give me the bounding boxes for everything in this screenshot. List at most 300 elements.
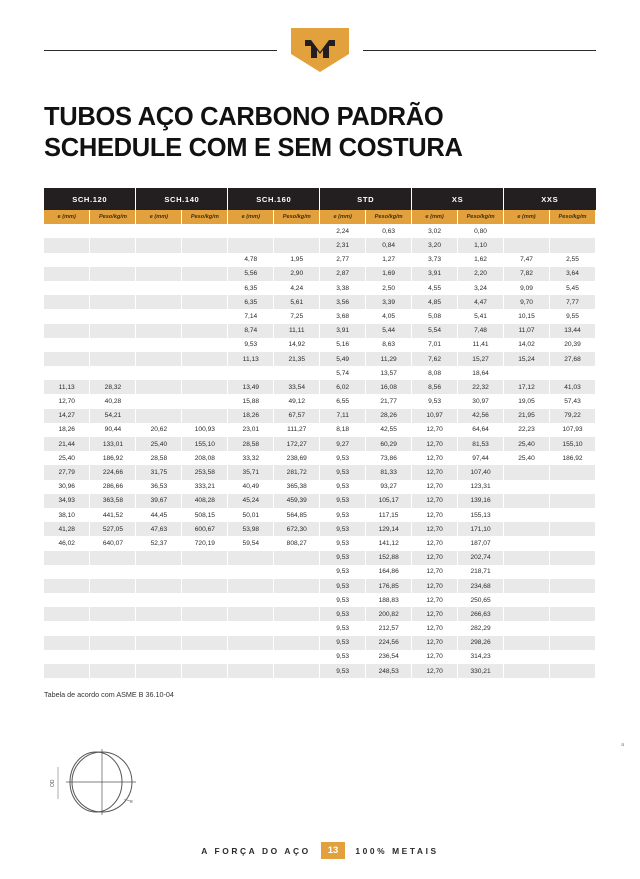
table-cell: 224,66 bbox=[90, 465, 136, 479]
table-cell bbox=[228, 664, 274, 678]
table-cell: 234,68 bbox=[458, 579, 504, 593]
table-cell bbox=[44, 281, 90, 295]
table-row bbox=[44, 295, 596, 309]
table-cell: 7,82 bbox=[504, 267, 550, 281]
table-cell: 9,53 bbox=[320, 480, 366, 494]
table-cell: 5,61 bbox=[274, 295, 320, 309]
table-cell bbox=[549, 650, 595, 664]
table-cell: 5,08 bbox=[412, 309, 458, 323]
table-cell bbox=[274, 238, 320, 252]
page-footer bbox=[0, 842, 640, 859]
table-cell: 9,53 bbox=[320, 451, 366, 465]
table-cell: 5,54 bbox=[412, 324, 458, 338]
table-cell: 19,05 bbox=[504, 394, 550, 408]
table-cell: 31,75 bbox=[136, 465, 182, 479]
table-cell: 12,70 bbox=[44, 394, 90, 408]
table-cell: 286,66 bbox=[90, 480, 136, 494]
table-cell bbox=[44, 324, 90, 338]
table-cell bbox=[136, 593, 182, 607]
table-cell bbox=[136, 267, 182, 281]
table-cell bbox=[228, 551, 274, 565]
table-cell: 4,55 bbox=[412, 281, 458, 295]
table-cell bbox=[182, 621, 228, 635]
table-cell: 3,24 bbox=[458, 281, 504, 295]
page-number-badge: 13 bbox=[321, 842, 346, 859]
table-cell: 12,70 bbox=[412, 607, 458, 621]
table-cell bbox=[549, 522, 595, 536]
table-cell: 9,53 bbox=[320, 607, 366, 621]
table-row bbox=[44, 380, 596, 394]
table-cell bbox=[182, 253, 228, 267]
table-cell: 5,44 bbox=[366, 324, 412, 338]
table-cell: 8,63 bbox=[366, 338, 412, 352]
table-cell: 10,15 bbox=[504, 309, 550, 323]
table-cell: 8,08 bbox=[412, 366, 458, 380]
table-cell: 22,23 bbox=[504, 423, 550, 437]
table-subheader-weight: Peso/kg/m bbox=[458, 210, 504, 224]
table-cell: 3,38 bbox=[320, 281, 366, 295]
table-cell: 187,07 bbox=[458, 536, 504, 550]
table-cell bbox=[136, 309, 182, 323]
table-row bbox=[44, 607, 596, 621]
table-row bbox=[44, 409, 596, 423]
table-cell bbox=[504, 522, 550, 536]
table-cell: 12,70 bbox=[412, 536, 458, 550]
table-cell bbox=[44, 551, 90, 565]
table-row bbox=[44, 536, 596, 550]
table-cell: 208,08 bbox=[182, 451, 228, 465]
table-cell: 176,85 bbox=[366, 579, 412, 593]
table-cell: 9,53 bbox=[320, 536, 366, 550]
table-cell: 12,70 bbox=[412, 522, 458, 536]
table-cell: 100,93 bbox=[182, 423, 228, 437]
table-cell: 13,49 bbox=[228, 380, 274, 394]
table-cell: 50,01 bbox=[228, 508, 274, 522]
table-cell bbox=[44, 621, 90, 635]
table-cell: 18,26 bbox=[44, 423, 90, 437]
table-cell bbox=[228, 593, 274, 607]
table-cell: 12,70 bbox=[412, 664, 458, 678]
table-cell bbox=[504, 593, 550, 607]
table-cell: 41,28 bbox=[44, 522, 90, 536]
table-row bbox=[44, 224, 596, 238]
table-cell: 6,02 bbox=[320, 380, 366, 394]
table-subheader-thickness: e (mm) bbox=[136, 210, 182, 224]
table-cell bbox=[44, 593, 90, 607]
table-cell: 73,86 bbox=[366, 451, 412, 465]
table-cell bbox=[274, 664, 320, 678]
table-cell: 248,53 bbox=[366, 664, 412, 678]
table-cell bbox=[90, 295, 136, 309]
table-cell bbox=[549, 480, 595, 494]
footer-left-text: A FORÇA DO AÇO bbox=[201, 845, 311, 856]
table-group-header-xs: XS bbox=[412, 188, 504, 210]
table-cell: 12,70 bbox=[412, 650, 458, 664]
table-row bbox=[44, 579, 596, 593]
table-cell bbox=[136, 607, 182, 621]
table-cell: 12,70 bbox=[412, 480, 458, 494]
table-cell bbox=[274, 650, 320, 664]
table-cell: 11,11 bbox=[274, 324, 320, 338]
table-cell: 27,79 bbox=[44, 465, 90, 479]
table-cell bbox=[44, 238, 90, 252]
table-cell: 42,55 bbox=[366, 423, 412, 437]
table-cell bbox=[504, 480, 550, 494]
table-cell bbox=[182, 593, 228, 607]
table-row bbox=[44, 650, 596, 664]
table-cell: 9,53 bbox=[320, 650, 366, 664]
table-cell: 27,68 bbox=[549, 352, 595, 366]
table-cell: 600,67 bbox=[182, 522, 228, 536]
table-cell: 1,27 bbox=[366, 253, 412, 267]
table-cell bbox=[90, 621, 136, 635]
table-cell bbox=[90, 352, 136, 366]
table-cell: 298,26 bbox=[458, 636, 504, 650]
table-cell bbox=[182, 352, 228, 366]
table-cell bbox=[136, 238, 182, 252]
table-cell bbox=[44, 224, 90, 238]
svg-text:e: e bbox=[130, 799, 133, 806]
table-cell: 64,64 bbox=[458, 423, 504, 437]
table-cell: 3,56 bbox=[320, 295, 366, 309]
table-cell bbox=[274, 224, 320, 238]
table-cell bbox=[136, 650, 182, 664]
table-cell bbox=[274, 579, 320, 593]
table-cell: 14,92 bbox=[274, 338, 320, 352]
table-cell: 155,10 bbox=[182, 437, 228, 451]
table-cell: 47,63 bbox=[136, 522, 182, 536]
table-cell bbox=[228, 366, 274, 380]
table-cell bbox=[228, 636, 274, 650]
table-cell: 720,19 bbox=[182, 536, 228, 550]
table-cell: 7,01 bbox=[412, 338, 458, 352]
table-cell: 111,27 bbox=[274, 423, 320, 437]
table-cell: 2,31 bbox=[320, 238, 366, 252]
table-cell: 20,62 bbox=[136, 423, 182, 437]
table-cell: 46,02 bbox=[44, 536, 90, 550]
table-cell bbox=[182, 636, 228, 650]
table-row bbox=[44, 394, 596, 408]
table-cell bbox=[549, 607, 595, 621]
table-cell: 527,05 bbox=[90, 522, 136, 536]
table-cell: 36,53 bbox=[136, 480, 182, 494]
table-cell: 105,17 bbox=[366, 494, 412, 508]
table-cell: 238,69 bbox=[274, 451, 320, 465]
table-cell: 11,41 bbox=[458, 338, 504, 352]
page-header bbox=[44, 0, 596, 72]
table-group-header-std: STD bbox=[320, 188, 412, 210]
page-title bbox=[44, 102, 596, 164]
table-cell bbox=[549, 224, 595, 238]
table-cell: 2,50 bbox=[366, 281, 412, 295]
table-cell: 4,85 bbox=[412, 295, 458, 309]
table-cell bbox=[274, 366, 320, 380]
table-cell bbox=[504, 224, 550, 238]
table-cell bbox=[504, 494, 550, 508]
table-cell bbox=[274, 607, 320, 621]
table-cell: 9,53 bbox=[320, 508, 366, 522]
table-cell: 7,48 bbox=[458, 324, 504, 338]
table-cell bbox=[90, 636, 136, 650]
table-cell: 30,96 bbox=[44, 480, 90, 494]
table-cell: 8,56 bbox=[412, 380, 458, 394]
table-cell: 12,70 bbox=[412, 508, 458, 522]
table-cell bbox=[549, 536, 595, 550]
table-cell bbox=[90, 281, 136, 295]
table-cell: 81,53 bbox=[458, 437, 504, 451]
table-cell bbox=[44, 352, 90, 366]
table-cell: 441,52 bbox=[90, 508, 136, 522]
table-subheader-weight: Peso/kg/m bbox=[366, 210, 412, 224]
table-cell bbox=[504, 621, 550, 635]
table-cell: 9,53 bbox=[320, 551, 366, 565]
table-cell: 9,53 bbox=[320, 593, 366, 607]
table-cell: 1,69 bbox=[366, 267, 412, 281]
table-cell: 3,20 bbox=[412, 238, 458, 252]
table-group-header-row bbox=[44, 188, 596, 210]
table-subheader-weight: Peso/kg/m bbox=[182, 210, 228, 224]
table-cell bbox=[136, 281, 182, 295]
table-cell: 49,12 bbox=[274, 394, 320, 408]
table-cell bbox=[44, 636, 90, 650]
table-cell: 5,49 bbox=[320, 352, 366, 366]
table-cell: 9,53 bbox=[320, 621, 366, 635]
table-row bbox=[44, 267, 596, 281]
table-cell bbox=[182, 224, 228, 238]
table-cell: 35,71 bbox=[228, 465, 274, 479]
table-subheader-thickness: e (mm) bbox=[44, 210, 90, 224]
table-cell bbox=[136, 621, 182, 635]
table-cell bbox=[549, 636, 595, 650]
table-cell: 40,49 bbox=[228, 480, 274, 494]
table-cell bbox=[90, 338, 136, 352]
table-cell: 282,29 bbox=[458, 621, 504, 635]
table-cell bbox=[44, 664, 90, 678]
table-subheader-thickness: e (mm) bbox=[320, 210, 366, 224]
header-rule-left bbox=[44, 50, 277, 51]
table-cell bbox=[182, 607, 228, 621]
table-cell: 4,05 bbox=[366, 309, 412, 323]
table-cell bbox=[44, 565, 90, 579]
table-cell: 12,70 bbox=[412, 551, 458, 565]
table-cell: 12,70 bbox=[412, 593, 458, 607]
table-cell: 11,13 bbox=[44, 380, 90, 394]
table-cell: 808,27 bbox=[274, 536, 320, 550]
table-cell bbox=[90, 253, 136, 267]
table-cell: 90,44 bbox=[90, 423, 136, 437]
table-cell bbox=[549, 593, 595, 607]
table-cell: 2,20 bbox=[458, 267, 504, 281]
table-row bbox=[44, 324, 596, 338]
table-row bbox=[44, 494, 596, 508]
table-row bbox=[44, 238, 596, 252]
table-cell: 4,24 bbox=[274, 281, 320, 295]
table-cell: 6,55 bbox=[320, 394, 366, 408]
table-row bbox=[44, 508, 596, 522]
table-cell: 9,53 bbox=[320, 579, 366, 593]
table-cell: 12,70 bbox=[412, 636, 458, 650]
table-cell bbox=[44, 607, 90, 621]
table-cell: 9,55 bbox=[549, 309, 595, 323]
table-cell: 9,70 bbox=[504, 295, 550, 309]
table-cell: 33,54 bbox=[274, 380, 320, 394]
table-cell: 97,44 bbox=[458, 451, 504, 465]
table-cell bbox=[182, 565, 228, 579]
table-cell bbox=[44, 295, 90, 309]
table-cell: 10,97 bbox=[412, 409, 458, 423]
table-cell bbox=[90, 650, 136, 664]
table-cell bbox=[504, 238, 550, 252]
svg-text:OD: OD bbox=[50, 779, 56, 788]
table-cell bbox=[504, 565, 550, 579]
table-cell: 0,84 bbox=[366, 238, 412, 252]
table-cell bbox=[44, 267, 90, 281]
table-cell: 107,40 bbox=[458, 465, 504, 479]
table-cell: 7,14 bbox=[228, 309, 274, 323]
table-cell bbox=[549, 494, 595, 508]
table-cell bbox=[90, 366, 136, 380]
table-cell bbox=[182, 238, 228, 252]
table-cell: 3,68 bbox=[320, 309, 366, 323]
table-row bbox=[44, 480, 596, 494]
table-cell: 14,27 bbox=[44, 409, 90, 423]
table-cell: 8,18 bbox=[320, 423, 366, 437]
table-cell: 25,40 bbox=[44, 451, 90, 465]
table-cell: 5,45 bbox=[549, 281, 595, 295]
table-cell bbox=[549, 621, 595, 635]
table-cell: 164,86 bbox=[366, 565, 412, 579]
table-cell: 459,39 bbox=[274, 494, 320, 508]
table-row bbox=[44, 437, 596, 451]
table-cell bbox=[549, 565, 595, 579]
table-cell bbox=[182, 295, 228, 309]
table-row bbox=[44, 522, 596, 536]
table-cell bbox=[136, 352, 182, 366]
table-cell: 1,62 bbox=[458, 253, 504, 267]
table-cell: 15,24 bbox=[504, 352, 550, 366]
table-cell bbox=[549, 664, 595, 678]
table-cell: 11,29 bbox=[366, 352, 412, 366]
table-cell: 250,65 bbox=[458, 593, 504, 607]
table-cell: 640,07 bbox=[90, 536, 136, 550]
table-cell: 172,27 bbox=[274, 437, 320, 451]
table-cell: 52,37 bbox=[136, 536, 182, 550]
metal-shield-logo-icon bbox=[291, 28, 349, 72]
table-subheader-row bbox=[44, 210, 596, 224]
table-cell: 365,38 bbox=[274, 480, 320, 494]
table-cell bbox=[182, 324, 228, 338]
table-cell: 9,53 bbox=[320, 636, 366, 650]
table-cell: 107,93 bbox=[549, 423, 595, 437]
table-cell: 363,58 bbox=[90, 494, 136, 508]
page-title-line-2: SCHEDULE COM E SEM COSTURA bbox=[44, 134, 463, 163]
table-row bbox=[44, 352, 596, 366]
table-cell bbox=[136, 394, 182, 408]
table-cell bbox=[504, 607, 550, 621]
table-cell bbox=[504, 508, 550, 522]
table-cell: 23,01 bbox=[228, 423, 274, 437]
table-cell: 21,77 bbox=[366, 394, 412, 408]
table-cell: 45,24 bbox=[228, 494, 274, 508]
table-cell bbox=[90, 565, 136, 579]
table-cell bbox=[182, 380, 228, 394]
table-cell bbox=[136, 224, 182, 238]
table-cell: 672,30 bbox=[274, 522, 320, 536]
table-cell: 2,24 bbox=[320, 224, 366, 238]
header-rule-right bbox=[363, 50, 596, 51]
table-cell: 0,63 bbox=[366, 224, 412, 238]
table-cell: 25,40 bbox=[504, 451, 550, 465]
table-group-header-sch-120: SCH.120 bbox=[44, 188, 136, 210]
table-cell: 155,13 bbox=[458, 508, 504, 522]
table-cell: 5,16 bbox=[320, 338, 366, 352]
table-cell bbox=[549, 465, 595, 479]
table-cell: 3,91 bbox=[320, 324, 366, 338]
table-cell: 21,35 bbox=[274, 352, 320, 366]
table-cell: 44,45 bbox=[136, 508, 182, 522]
table-cell: 93,27 bbox=[366, 480, 412, 494]
table-cell: 13,44 bbox=[549, 324, 595, 338]
table-cell bbox=[504, 650, 550, 664]
table-cell bbox=[136, 664, 182, 678]
table-cell bbox=[549, 366, 595, 380]
table-cell bbox=[136, 295, 182, 309]
table-cell: 9,53 bbox=[320, 465, 366, 479]
table-cell bbox=[182, 579, 228, 593]
table-cell: 508,15 bbox=[182, 508, 228, 522]
table-cell: 12,70 bbox=[412, 621, 458, 635]
table-row bbox=[44, 621, 596, 635]
table-cell: 3,64 bbox=[549, 267, 595, 281]
table-cell bbox=[136, 324, 182, 338]
table-group-header-sch-140: SCH.140 bbox=[136, 188, 228, 210]
table-cell: 54,21 bbox=[90, 409, 136, 423]
table-subheader-weight: Peso/kg/m bbox=[274, 210, 320, 224]
table-row bbox=[44, 465, 596, 479]
table-row bbox=[44, 551, 596, 565]
table-cell bbox=[182, 338, 228, 352]
table-cell: 6,35 bbox=[228, 295, 274, 309]
table-cell bbox=[136, 636, 182, 650]
table-cell bbox=[90, 324, 136, 338]
table-cell bbox=[90, 579, 136, 593]
table-cell bbox=[90, 664, 136, 678]
table-cell: 2,90 bbox=[274, 267, 320, 281]
table-cell bbox=[90, 551, 136, 565]
table-cell: 9,53 bbox=[228, 338, 274, 352]
table-cell: 129,14 bbox=[366, 522, 412, 536]
table-row bbox=[44, 593, 596, 607]
table-cell: 0,80 bbox=[458, 224, 504, 238]
table-subheader-thickness: e (mm) bbox=[412, 210, 458, 224]
table-cell: 33,32 bbox=[228, 451, 274, 465]
table-cell: 152,88 bbox=[366, 551, 412, 565]
table-cell: 4,47 bbox=[458, 295, 504, 309]
table-cell: 212,57 bbox=[366, 621, 412, 635]
table-group-header-xxs: XXS bbox=[504, 188, 596, 210]
table-cell bbox=[136, 551, 182, 565]
table-row bbox=[44, 281, 596, 295]
table-head bbox=[44, 188, 596, 224]
table-cell: 15,88 bbox=[228, 394, 274, 408]
table-cell: 3,02 bbox=[412, 224, 458, 238]
table-row bbox=[44, 309, 596, 323]
table-cell bbox=[44, 338, 90, 352]
table-cell: 155,10 bbox=[549, 437, 595, 451]
table-cell: 117,15 bbox=[366, 508, 412, 522]
table-cell: 253,58 bbox=[182, 465, 228, 479]
table-body bbox=[44, 224, 596, 678]
